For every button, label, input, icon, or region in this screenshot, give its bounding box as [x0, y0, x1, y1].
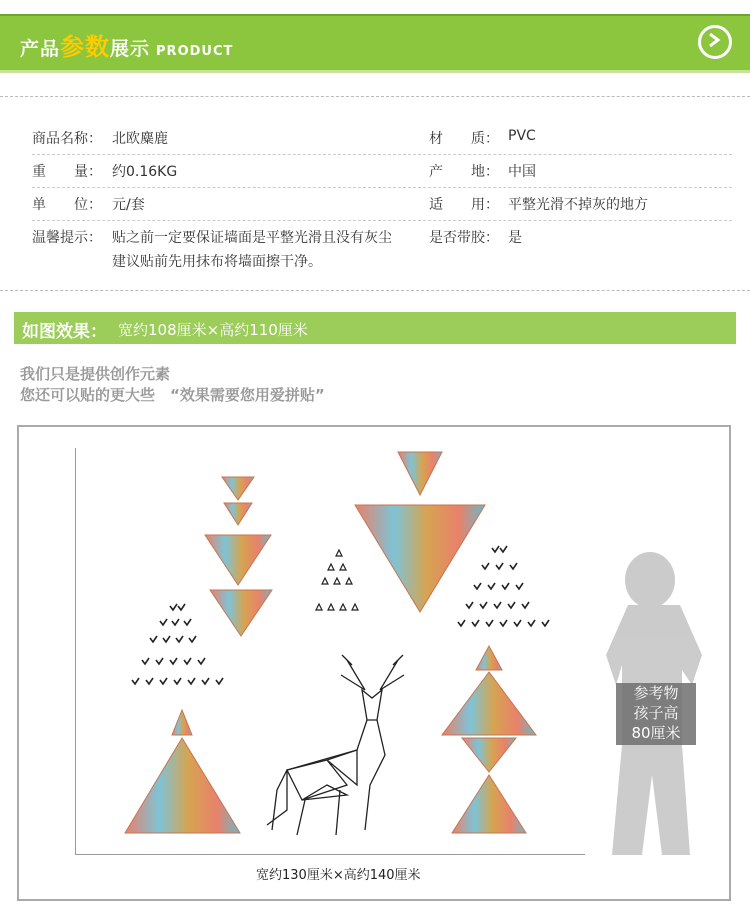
effect-size: 宽约108厘米×高约110厘米 — [118, 321, 308, 339]
title-highlight: 参数 — [60, 33, 111, 61]
note-line-2: 您还可以贴的更大些 “效果需要您用爱拼贴” — [20, 386, 325, 404]
spec-label: 材 质： — [429, 131, 499, 147]
title-prefix: 产品 — [20, 38, 61, 60]
spec-value: 中国 — [508, 164, 536, 180]
triangle-totem-right — [442, 646, 536, 833]
spec-label: 产 地： — [429, 164, 499, 180]
reference-line: 参考物 — [633, 684, 679, 702]
triangle-totem-left — [205, 477, 272, 636]
title-suffix: 展示 — [110, 38, 151, 60]
spec-value: PVC — [508, 128, 536, 144]
note-line-1: 我们只是提供创作元素 — [20, 365, 171, 383]
title-english: PRODUCT — [156, 44, 234, 59]
spec-value: 元/套 — [112, 197, 145, 213]
spec-label: 适 用： — [429, 197, 499, 213]
triangle-totem-bottom-left — [125, 710, 240, 833]
spec-label: 重 量： — [32, 164, 102, 180]
spec-label: 是否带胶： — [429, 230, 499, 246]
reference-line: 80厘米 — [631, 724, 681, 742]
dimension-caption: 宽约130厘米×高约140厘米 — [256, 868, 421, 883]
spec-label: 商品名称： — [32, 131, 102, 147]
reference-label — [616, 683, 696, 745]
spec-value: 贴之前一定要保证墙面是平整光滑且没有灰尘 — [112, 230, 392, 246]
triangle-totem-top — [355, 452, 485, 612]
spec-label: 温馨提示： — [32, 230, 102, 246]
spec-label: 单 位： — [32, 197, 102, 213]
spec-value: 建议贴前先用抹布将墙面擦干净。 — [112, 254, 322, 270]
spec-value: 约0.16KG — [112, 164, 178, 180]
effect-label: 如图效果： — [22, 322, 107, 342]
spec-value: 北欧麋鹿 — [112, 131, 168, 147]
reference-line: 孩子高 — [633, 704, 679, 722]
geometric-deer — [267, 655, 404, 835]
small-triangle-pattern — [316, 550, 358, 610]
spec-value: 是 — [508, 230, 522, 246]
spec-value: 平整光滑不掉灰的地方 — [508, 197, 648, 213]
